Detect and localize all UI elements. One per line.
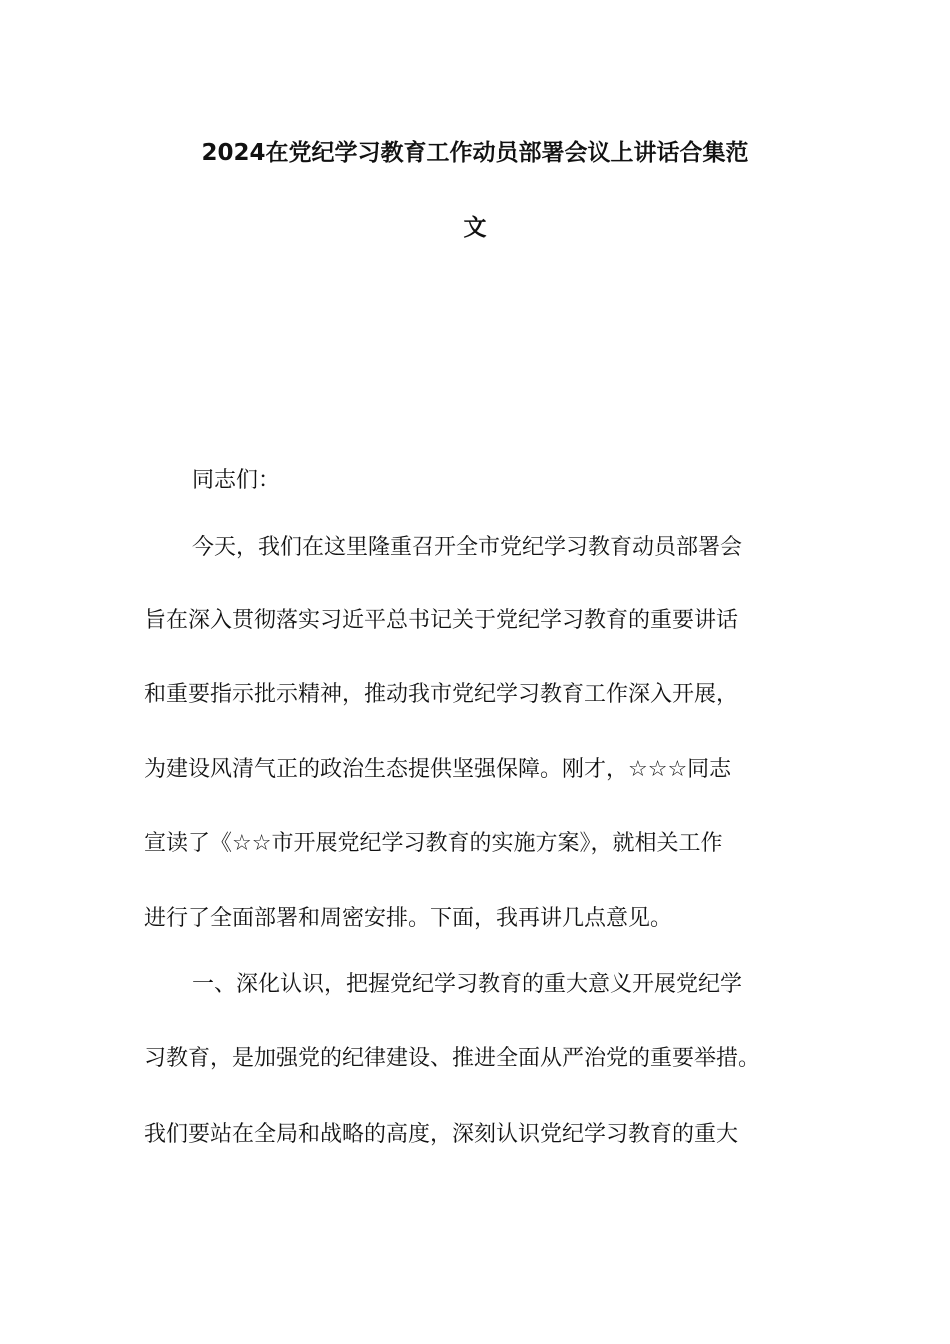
body-line: 为建设风清气正的政治生态提供坚强保障。刚才，☆☆☆同志 (144, 757, 732, 782)
body-line: 宣读了《☆☆市开展党纪学习教育的实施方案》，就相关工作 (144, 831, 723, 856)
body-line: 我们要站在全局和战略的高度，深刻认识党纪学习教育的重大 (144, 1122, 739, 1147)
body-line: 进行了全面部署和周密安排。下面，我再讲几点意见。 (144, 906, 673, 931)
body-line: 和重要指示批示精神，推动我市党纪学习教育工作深入开展， (144, 682, 739, 707)
body-line: 旨在深入贯彻落实习近平总书记关于党纪学习教育的重要讲话 (144, 608, 739, 633)
body-line: 习教育，是加强党的纪律建设、推进全面从严治党的重要举措。 (144, 1046, 761, 1071)
document-title-line-1: 2024在党纪学习教育工作动员部署会议上讲话合集范 (201, 140, 749, 166)
body-line: 今天，我们在这里隆重召开全市党纪学习教育动员部署会 (192, 535, 743, 560)
document-title-line-2: 文 (463, 215, 487, 241)
salutation: 同志们： (192, 468, 281, 493)
section-heading-line: 一、深化认识，把握党纪学习教育的重大意义开展党纪学 (192, 972, 743, 997)
